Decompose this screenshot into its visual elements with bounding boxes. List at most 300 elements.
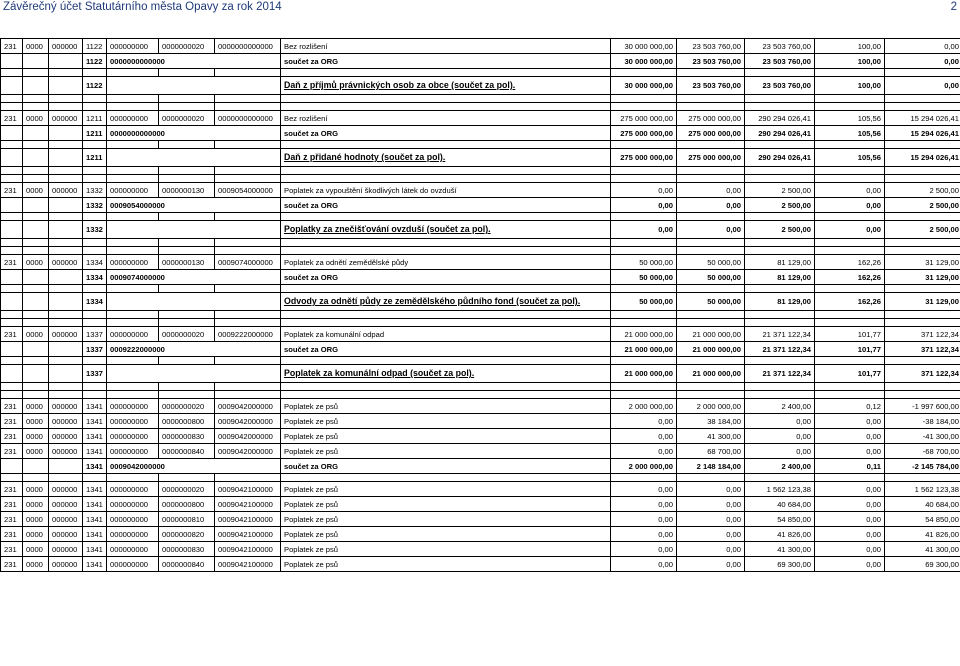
empty-cell (677, 391, 745, 399)
empty-cell (49, 383, 83, 391)
amount-cell: 0,11 (815, 459, 885, 474)
code-cell: 000000 (49, 183, 83, 198)
code-cell: 0009042100000 (215, 512, 281, 527)
item-description: Poplatek ze psů (281, 429, 611, 444)
empty-cell (49, 95, 83, 103)
empty-cell (815, 69, 885, 77)
empty-cell (281, 141, 611, 149)
code-cell: 231 (1, 111, 23, 126)
empty-cell (885, 69, 960, 77)
code-cell: 0000000020 (159, 111, 215, 126)
amount-cell: 21 000 000,00 (677, 365, 745, 383)
empty-cell (49, 213, 83, 221)
empty-cell (677, 357, 745, 365)
amount-cell: 0,00 (745, 444, 815, 459)
spacer-row (1, 239, 960, 247)
empty-cell (215, 239, 281, 247)
amount-cell: 15 294 026,41 (885, 111, 960, 126)
empty-cell (1, 357, 23, 365)
pol-total-label: Poplatky za znečišťování ovzduší (součet za pol). (281, 221, 611, 239)
amount-cell: 0,00 (611, 482, 677, 497)
empty-cell (49, 459, 83, 474)
amount-cell: 0,00 (815, 557, 885, 572)
empty-cell (159, 311, 215, 319)
empty-cell (83, 285, 107, 293)
empty-cell (23, 285, 49, 293)
empty-cell (815, 357, 885, 365)
empty-cell (677, 175, 745, 183)
amount-cell: 0,00 (677, 482, 745, 497)
empty-cell (215, 213, 281, 221)
item-description: Poplatek za odnětí zemědělské půdy (281, 255, 611, 270)
item-description: Poplatek ze psů (281, 542, 611, 557)
empty-cell (677, 383, 745, 391)
empty-cell (745, 239, 815, 247)
code-cell: 0009042000000 (215, 429, 281, 444)
detail-row (1, 527, 960, 542)
amount-cell: 0,00 (677, 542, 745, 557)
spacer-row (1, 474, 960, 482)
amount-cell: 30 000 000,00 (611, 39, 677, 54)
code-cell: 1341 (83, 444, 107, 459)
amount-cell: 40 684,00 (745, 497, 815, 512)
empty-cell (745, 247, 815, 255)
spacer-row (1, 213, 960, 221)
amount-cell: 41 826,00 (885, 527, 960, 542)
empty-cell (159, 474, 215, 482)
empty-cell (23, 69, 49, 77)
pol-total-label: Odvody za odnětí půdy ze zemědělského půdního fond (součet za pol). (281, 293, 611, 311)
empty-cell (23, 293, 49, 311)
code-cell: 0000 (23, 444, 49, 459)
empty-cell (281, 103, 611, 111)
org-code: 0009074000000 (107, 270, 281, 285)
empty-cell (1, 95, 23, 103)
empty-cell (815, 167, 885, 175)
code-cell: 1341 (83, 497, 107, 512)
spacer-row (1, 311, 960, 319)
amount-cell: 290 294 026,41 (745, 126, 815, 141)
item-description: Poplatek ze psů (281, 414, 611, 429)
empty-cell (159, 285, 215, 293)
code-cell: 1334 (83, 293, 107, 311)
amount-cell: 0,00 (677, 221, 745, 239)
code-cell: 000000000 (107, 255, 159, 270)
empty-cell (745, 474, 815, 482)
empty-cell (49, 391, 83, 399)
empty-cell (107, 77, 281, 95)
amount-cell: 0,00 (815, 429, 885, 444)
code-cell: 000000 (49, 512, 83, 527)
detail-row (1, 39, 960, 54)
empty-cell (159, 69, 215, 77)
code-cell: 000000 (49, 482, 83, 497)
empty-cell (281, 357, 611, 365)
empty-cell (745, 103, 815, 111)
empty-cell (107, 319, 159, 327)
amount-cell: 0,00 (885, 77, 960, 95)
empty-cell (83, 311, 107, 319)
empty-cell (885, 383, 960, 391)
empty-cell (215, 167, 281, 175)
code-cell: 1337 (83, 327, 107, 342)
detail-row (1, 255, 960, 270)
code-cell: 0000000000000 (215, 39, 281, 54)
amount-cell: 2 000 000,00 (611, 399, 677, 414)
empty-cell (885, 319, 960, 327)
empty-cell (107, 69, 159, 77)
empty-cell (815, 285, 885, 293)
empty-cell (83, 357, 107, 365)
empty-cell (83, 95, 107, 103)
amount-cell: 2 148 184,00 (677, 459, 745, 474)
empty-cell (745, 141, 815, 149)
empty-cell (23, 319, 49, 327)
code-cell: 0000 (23, 39, 49, 54)
empty-cell (215, 357, 281, 365)
spacer-row (1, 285, 960, 293)
empty-cell (107, 474, 159, 482)
amount-cell: 105,56 (815, 111, 885, 126)
amount-cell: 0,00 (815, 444, 885, 459)
amount-cell: 50 000,00 (611, 293, 677, 311)
empty-cell (1, 213, 23, 221)
empty-cell (885, 285, 960, 293)
empty-cell (107, 221, 281, 239)
amount-cell: 40 684,00 (885, 497, 960, 512)
empty-cell (281, 247, 611, 255)
empty-cell (23, 126, 49, 141)
subtotal-label: součet za ORG (281, 126, 611, 141)
empty-cell (49, 54, 83, 69)
amount-cell: 38 184,00 (677, 414, 745, 429)
empty-cell (745, 175, 815, 183)
spacer-row (1, 383, 960, 391)
empty-cell (815, 391, 885, 399)
empty-cell (107, 247, 159, 255)
empty-cell (1, 459, 23, 474)
pol-total-label: Daň z přidané hodnoty (součet za pol). (281, 149, 611, 167)
empty-cell (1, 54, 23, 69)
item-description: Poplatek ze psů (281, 482, 611, 497)
empty-cell (215, 141, 281, 149)
amount-cell: 0,00 (611, 557, 677, 572)
empty-cell (83, 391, 107, 399)
org-code: 0009054000000 (107, 198, 281, 213)
amount-cell: 0,00 (611, 183, 677, 198)
empty-cell (49, 149, 83, 167)
empty-cell (49, 167, 83, 175)
amount-cell: 0,00 (815, 512, 885, 527)
code-cell: 0000000830 (159, 542, 215, 557)
code-cell: 000000 (49, 557, 83, 572)
empty-cell (23, 391, 49, 399)
amount-cell: -68 700,00 (885, 444, 960, 459)
empty-cell (611, 383, 677, 391)
code-cell: 231 (1, 399, 23, 414)
empty-cell (215, 285, 281, 293)
org-subtotal-row (1, 54, 960, 69)
detail-row (1, 399, 960, 414)
empty-cell (677, 311, 745, 319)
amount-cell: 0,00 (815, 542, 885, 557)
empty-cell (83, 239, 107, 247)
item-description: Poplatek ze psů (281, 527, 611, 542)
amount-cell: 0,00 (815, 482, 885, 497)
empty-cell (107, 311, 159, 319)
code-cell: 000000000 (107, 414, 159, 429)
empty-cell (1, 383, 23, 391)
amount-cell: 275 000 000,00 (611, 111, 677, 126)
pol-total-row (1, 77, 960, 95)
code-cell: 0000 (23, 482, 49, 497)
empty-cell (159, 95, 215, 103)
amount-cell: 0,00 (677, 557, 745, 572)
empty-cell (23, 365, 49, 383)
org-code: 0000000000000 (107, 126, 281, 141)
detail-row (1, 557, 960, 572)
empty-cell (885, 247, 960, 255)
code-cell: 1122 (83, 54, 107, 69)
spacer-row (1, 167, 960, 175)
code-cell: 0000000800 (159, 497, 215, 512)
code-cell: 1341 (83, 527, 107, 542)
spacer-row (1, 175, 960, 183)
detail-row (1, 414, 960, 429)
code-cell: 0009042100000 (215, 482, 281, 497)
empty-cell (107, 175, 159, 183)
empty-cell (159, 383, 215, 391)
empty-cell (815, 319, 885, 327)
amount-cell: 275 000 000,00 (611, 126, 677, 141)
empty-cell (885, 103, 960, 111)
code-cell: 000000000 (107, 111, 159, 126)
code-cell: 1337 (83, 365, 107, 383)
detail-row (1, 444, 960, 459)
empty-cell (885, 95, 960, 103)
empty-cell (23, 239, 49, 247)
spacer-row (1, 357, 960, 365)
amount-cell: 21 371 122,34 (745, 327, 815, 342)
amount-cell: 81 129,00 (745, 255, 815, 270)
empty-cell (107, 391, 159, 399)
pol-total-row (1, 293, 960, 311)
code-cell: 0009222000000 (215, 327, 281, 342)
empty-cell (611, 474, 677, 482)
amount-cell: 0,00 (677, 183, 745, 198)
empty-cell (815, 239, 885, 247)
amount-cell: 0,00 (611, 512, 677, 527)
empty-cell (815, 474, 885, 482)
org-subtotal-row (1, 459, 960, 474)
empty-cell (1, 69, 23, 77)
empty-cell (885, 175, 960, 183)
empty-cell (83, 69, 107, 77)
amount-cell: 69 300,00 (745, 557, 815, 572)
empty-cell (107, 103, 159, 111)
code-cell: 000000 (49, 399, 83, 414)
empty-cell (677, 239, 745, 247)
detail-row (1, 512, 960, 527)
empty-cell (23, 311, 49, 319)
amount-cell: 162,26 (815, 270, 885, 285)
empty-cell (1, 149, 23, 167)
amount-cell: 0,00 (745, 429, 815, 444)
amount-cell: 23 503 760,00 (745, 39, 815, 54)
empty-cell (611, 285, 677, 293)
detail-row (1, 183, 960, 198)
empty-cell (281, 311, 611, 319)
empty-cell (107, 293, 281, 311)
amount-cell: 275 000 000,00 (677, 149, 745, 167)
code-cell: 1211 (83, 126, 107, 141)
empty-cell (107, 285, 159, 293)
org-subtotal-row (1, 270, 960, 285)
code-cell: 0000 (23, 183, 49, 198)
empty-cell (159, 247, 215, 255)
amount-cell: 50 000,00 (677, 270, 745, 285)
empty-cell (1, 239, 23, 247)
code-cell: 1341 (83, 512, 107, 527)
empty-cell (1, 103, 23, 111)
code-cell: 000000 (49, 429, 83, 444)
pol-total-label: Poplatek za komunální odpad (součet za pol). (281, 365, 611, 383)
amount-cell: 371 122,34 (885, 327, 960, 342)
empty-cell (885, 474, 960, 482)
empty-cell (815, 103, 885, 111)
empty-cell (745, 383, 815, 391)
amount-cell: 100,00 (815, 77, 885, 95)
empty-cell (281, 167, 611, 175)
spacer-row (1, 319, 960, 327)
amount-cell: 101,77 (815, 342, 885, 357)
code-cell: 1337 (83, 342, 107, 357)
empty-cell (83, 141, 107, 149)
code-cell: 1122 (83, 39, 107, 54)
empty-cell (611, 239, 677, 247)
empty-cell (677, 95, 745, 103)
code-cell: 000000000 (107, 39, 159, 54)
amount-cell: 15 294 026,41 (885, 126, 960, 141)
empty-cell (745, 213, 815, 221)
detail-row (1, 111, 960, 126)
code-cell: 000000000 (107, 557, 159, 572)
code-cell: 000000000 (107, 327, 159, 342)
empty-cell (107, 95, 159, 103)
empty-cell (83, 319, 107, 327)
empty-cell (815, 311, 885, 319)
amount-cell: 23 503 760,00 (745, 54, 815, 69)
empty-cell (49, 270, 83, 285)
code-cell: 0009042100000 (215, 497, 281, 512)
item-description: Poplatek ze psů (281, 497, 611, 512)
amount-cell: 0,00 (885, 54, 960, 69)
amount-cell: 2 400,00 (745, 459, 815, 474)
code-cell: 000000 (49, 542, 83, 557)
empty-cell (745, 285, 815, 293)
detail-row (1, 327, 960, 342)
empty-cell (23, 247, 49, 255)
empty-cell (745, 391, 815, 399)
empty-cell (611, 311, 677, 319)
amount-cell: 68 700,00 (677, 444, 745, 459)
empty-cell (1, 311, 23, 319)
code-cell: 0000000810 (159, 512, 215, 527)
code-cell: 0000000020 (159, 39, 215, 54)
amount-cell: 100,00 (815, 54, 885, 69)
amount-cell: 290 294 026,41 (745, 111, 815, 126)
code-cell: 1341 (83, 542, 107, 557)
empty-cell (23, 213, 49, 221)
empty-cell (1, 293, 23, 311)
detail-row (1, 497, 960, 512)
code-cell: 000000000 (107, 482, 159, 497)
amount-cell: 101,77 (815, 365, 885, 383)
empty-cell (1, 319, 23, 327)
item-description: Poplatek ze psů (281, 399, 611, 414)
amount-cell: 31 129,00 (885, 270, 960, 285)
amount-cell: 31 129,00 (885, 293, 960, 311)
empty-cell (49, 285, 83, 293)
code-cell: 0000000130 (159, 255, 215, 270)
amount-cell: 41 300,00 (885, 542, 960, 557)
empty-cell (677, 319, 745, 327)
code-cell: 0000 (23, 414, 49, 429)
empty-cell (49, 141, 83, 149)
amount-cell: 0,00 (677, 527, 745, 542)
amount-cell: 0,00 (677, 512, 745, 527)
empty-cell (815, 247, 885, 255)
empty-cell (215, 391, 281, 399)
code-cell: 0000000830 (159, 429, 215, 444)
empty-cell (107, 239, 159, 247)
amount-cell: 0,00 (611, 429, 677, 444)
amount-cell: 0,00 (611, 497, 677, 512)
code-cell: 0000 (23, 557, 49, 572)
code-cell: 000000000 (107, 512, 159, 527)
amount-cell: 21 371 122,34 (745, 365, 815, 383)
code-cell: 1341 (83, 482, 107, 497)
code-cell: 0000 (23, 512, 49, 527)
amount-cell: 81 129,00 (745, 270, 815, 285)
code-cell: 0000000840 (159, 557, 215, 572)
amount-cell: 275 000 000,00 (677, 111, 745, 126)
empty-cell (611, 69, 677, 77)
empty-cell (611, 95, 677, 103)
detail-row (1, 482, 960, 497)
spacer-row (1, 391, 960, 399)
code-cell: 0000 (23, 255, 49, 270)
code-cell: 000000 (49, 111, 83, 126)
empty-cell (49, 69, 83, 77)
code-cell: 231 (1, 512, 23, 527)
code-cell: 1341 (83, 459, 107, 474)
amount-cell: 50 000,00 (611, 270, 677, 285)
code-cell: 0009042000000 (215, 414, 281, 429)
code-cell: 000000 (49, 39, 83, 54)
code-cell: 0000000840 (159, 444, 215, 459)
empty-cell (611, 175, 677, 183)
empty-cell (281, 319, 611, 327)
code-cell: 0000000000000 (215, 111, 281, 126)
empty-cell (885, 141, 960, 149)
spacer-row (1, 95, 960, 103)
amount-cell: 0,00 (611, 414, 677, 429)
amount-cell: 50 000,00 (677, 255, 745, 270)
empty-cell (885, 357, 960, 365)
empty-cell (49, 474, 83, 482)
subtotal-label: součet za ORG (281, 342, 611, 357)
